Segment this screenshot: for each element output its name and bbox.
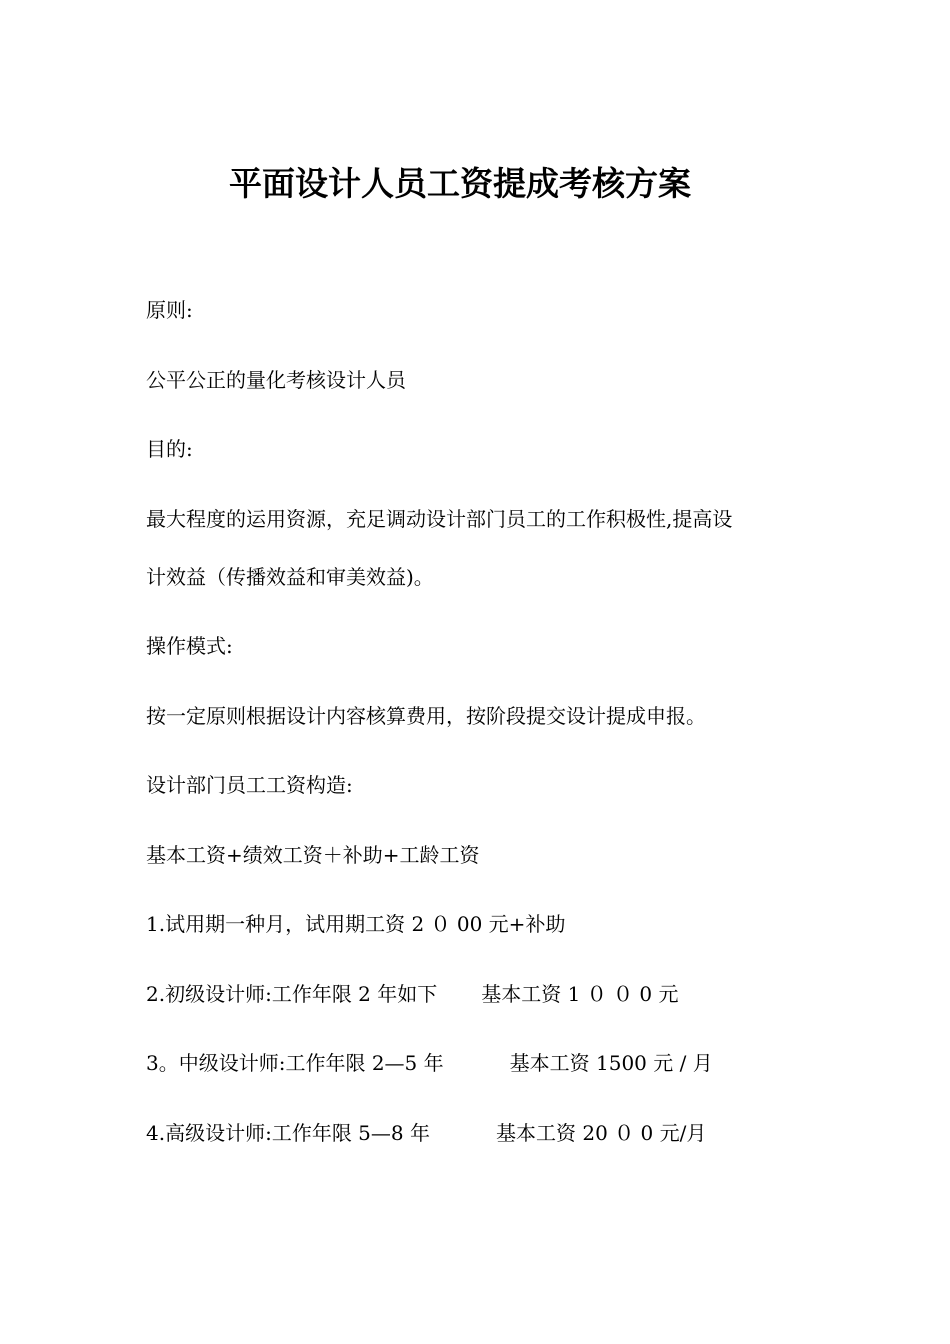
item-4-salary: 基本工资 20 ０ 0 元/月: [495, 1121, 707, 1145]
mode-label: 操作模式:: [146, 634, 233, 658]
mode-text: 按一定原则根据设计内容核算费用，按阶段提交设计提成申报。: [146, 704, 706, 728]
list-item: [146, 913, 565, 935]
principle-text: 公平公正的量化考核设计人员: [146, 368, 406, 392]
salary-structure-label: 设计部门员工工资构造:: [146, 773, 353, 797]
purpose-text-line-2: 计效益（传播效益和审美效益)。: [146, 565, 434, 589]
purpose-label: 目的:: [146, 437, 193, 461]
purpose-text-line-1: 最大程度的运用资源，充足调动设计部门员工的工作积极性,提高设: [146, 507, 733, 531]
item-1-text: 1.试用期一种月，试用期工资 2 ０ 00 元+补助: [146, 912, 566, 936]
item-3-salary: 基本工资 1500 元 / 月: [509, 1051, 713, 1075]
list-item: [146, 1122, 706, 1144]
item-3-text: 3。中级设计师:工作年限 2—5 年: [146, 1051, 444, 1075]
document-title: 平面设计人员工资提成考核方案: [229, 164, 691, 203]
item-4-text: 4.高级设计师:工作年限 5—8 年: [146, 1121, 430, 1145]
list-item: [146, 983, 679, 1005]
item-2-text: 2.初级设计师:工作年限 2 年如下: [146, 982, 438, 1006]
salary-structure-text: 基本工资+绩效工资＋补助+工龄工资: [146, 843, 480, 867]
principle-label: 原则:: [146, 298, 193, 322]
list-item: [146, 1052, 713, 1074]
item-2-salary: 基本工资 1 ０ ０ 0 元: [481, 982, 679, 1006]
